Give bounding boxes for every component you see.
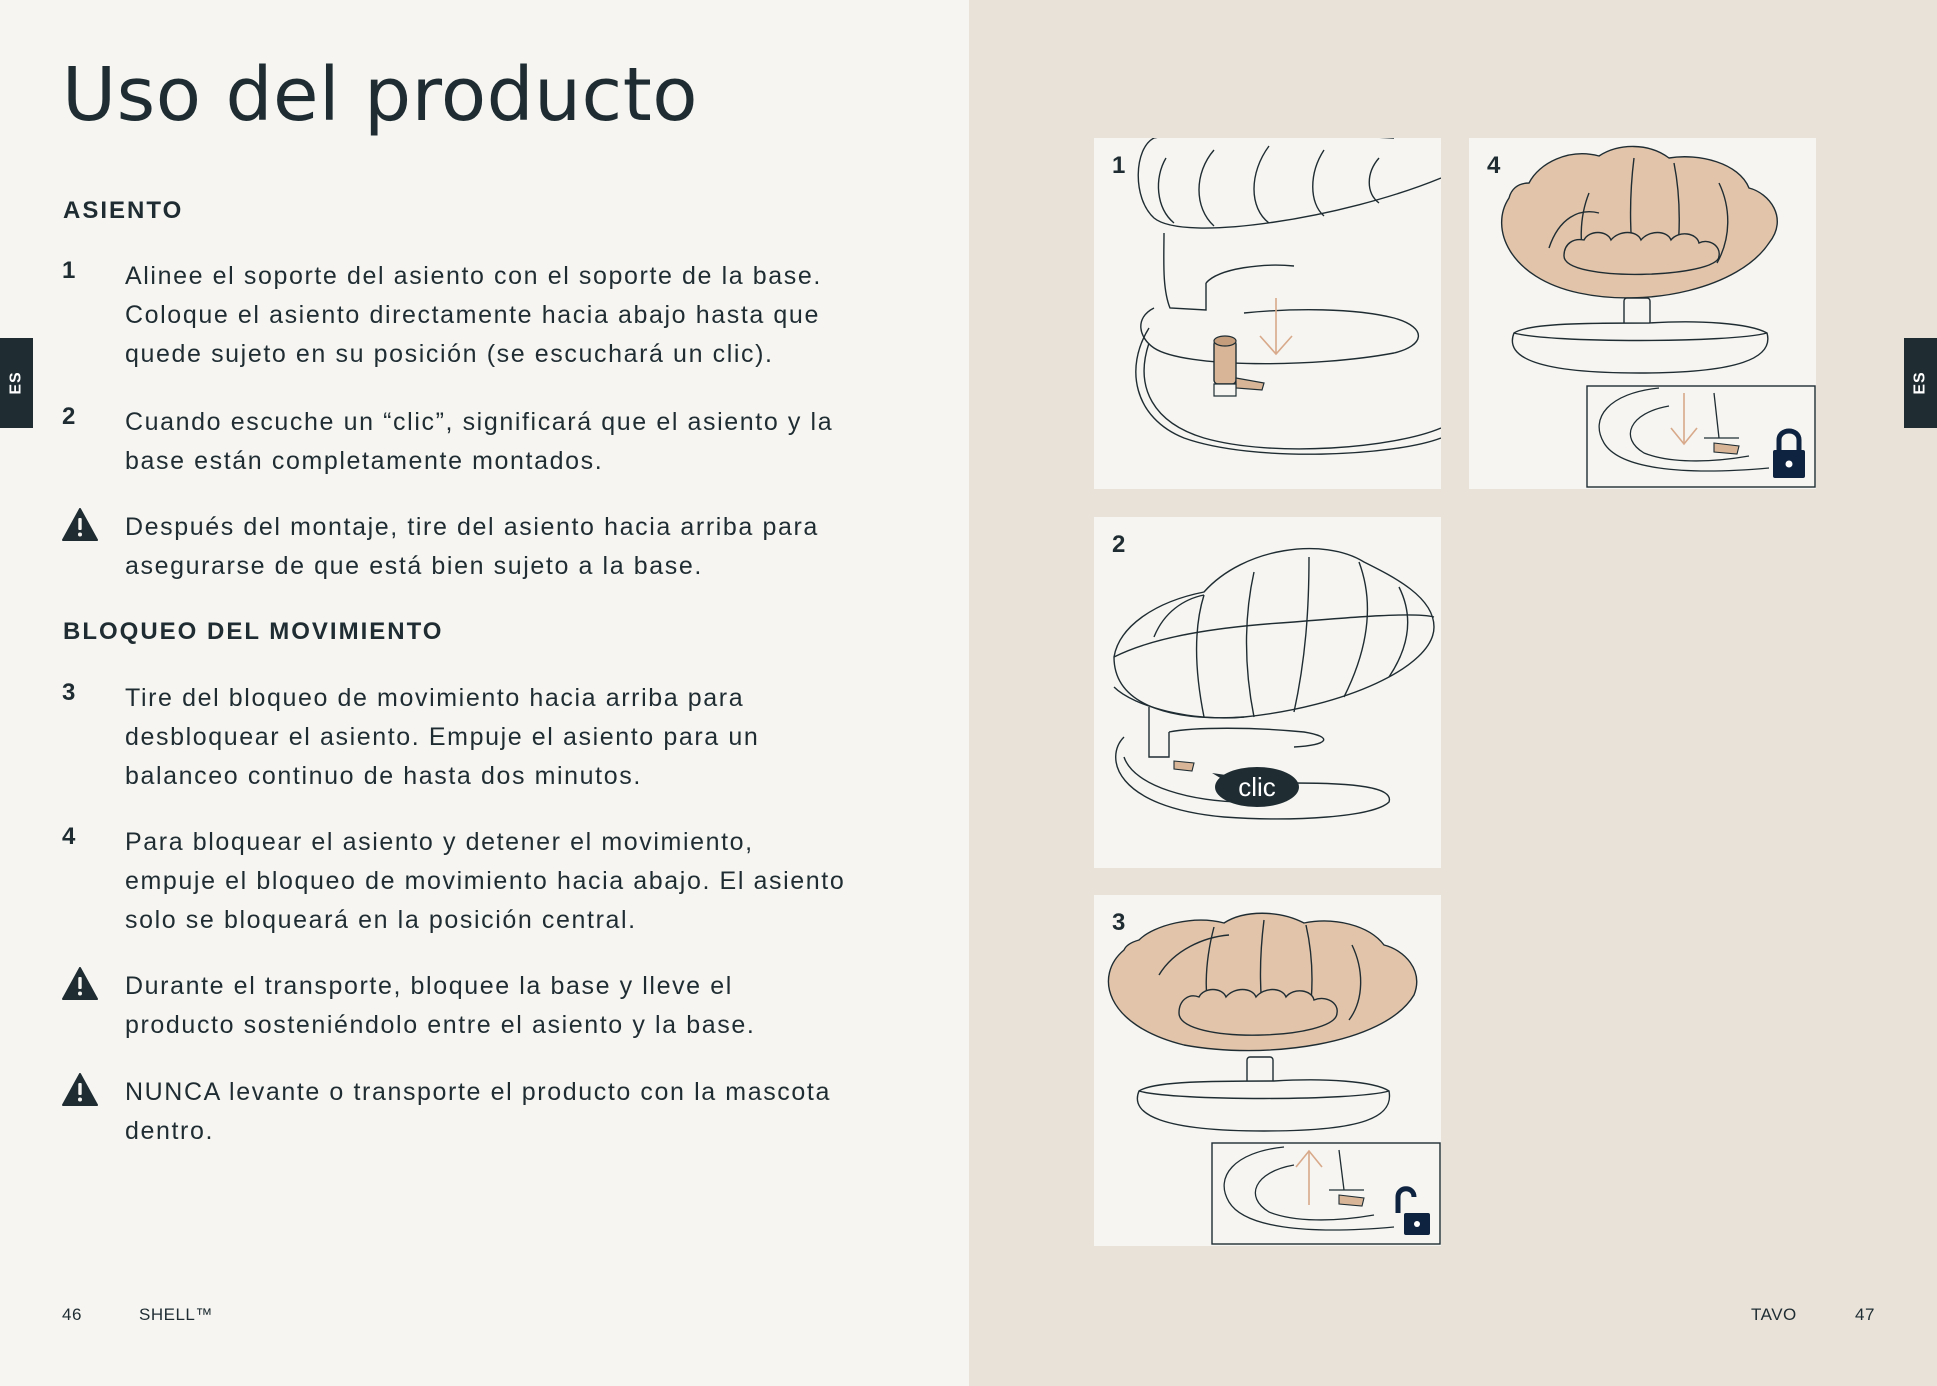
warning-text: Durante el transporte, bloquee la base y lleve el producto sosteniéndolo entre el asiento y la base. (125, 972, 756, 1039)
illustration-panel-4 (1469, 138, 1816, 489)
footer-brand-left: SHELL™ (139, 1305, 213, 1324)
page-title: Uso del producto (62, 52, 698, 138)
panel-number: 3 (1112, 909, 1126, 936)
step-number: 3 (62, 679, 76, 706)
panel-number: 4 (1487, 152, 1501, 179)
step-number: 1 (62, 257, 76, 284)
warning-text: NUNCA levante o transporte el producto con la mascota dentro. (125, 1078, 831, 1145)
language-tab-label: ES (1911, 371, 1929, 395)
seat-lock-down-illustration (1469, 138, 1816, 489)
illustration-panel-2 (1094, 517, 1441, 868)
right-page (969, 0, 1937, 1386)
step-text: Cuando escuche un “clic”, significará que el asiento y la base están completamente montados. (125, 408, 834, 475)
panel-number: 2 (1112, 531, 1126, 558)
warning-icon (62, 1073, 98, 1107)
language-tab-label: ES (7, 371, 25, 395)
section-heading-motion-lock: BLOQUEO DEL MOVIMIENTO (63, 618, 444, 645)
footer-brand-right: TAVO (1751, 1305, 1797, 1324)
step-text: Tire del bloqueo de movimiento hacia arriba para desbloquear el asiento. Empuje el asiento para un balanceo continuo de hasta dos minutos. (125, 684, 760, 790)
warning-icon (62, 508, 98, 542)
language-tab-left (0, 338, 33, 428)
step-number: 2 (62, 403, 76, 430)
illustration-panel-1 (1094, 138, 1441, 489)
step-text: Para bloquear el asiento y detener el movimiento, empuje el bloqueo de movimiento hacia abajo. El asiento solo se bloqueará en la posición central. (125, 828, 846, 934)
seat-mount-down-illustration (1094, 138, 1441, 489)
section-heading-seat: ASIENTO (63, 197, 184, 224)
language-tab-right (1904, 338, 1937, 428)
illustration-panel-3 (1094, 895, 1441, 1246)
panel-number: 1 (1112, 152, 1126, 179)
warning-icon (62, 967, 98, 1001)
step-text: Alinee el soporte del asiento con el soporte de la base. Coloque el asiento directamente hacia abajo hasta que quede sujeto en su posición (se escuchará un clic). (125, 262, 822, 368)
seat-click-illustration (1094, 517, 1441, 868)
step-number: 4 (62, 823, 76, 850)
warning-text: Después del montaje, tire del asiento hacia arriba para asegurarse de que está bien sujeto a la base. (125, 513, 819, 580)
seat-unlock-up-illustration (1094, 895, 1441, 1246)
page-number-left: 46 (62, 1305, 82, 1324)
click-callout-label: clic (1238, 772, 1276, 802)
page-number-right: 47 (1855, 1305, 1875, 1324)
